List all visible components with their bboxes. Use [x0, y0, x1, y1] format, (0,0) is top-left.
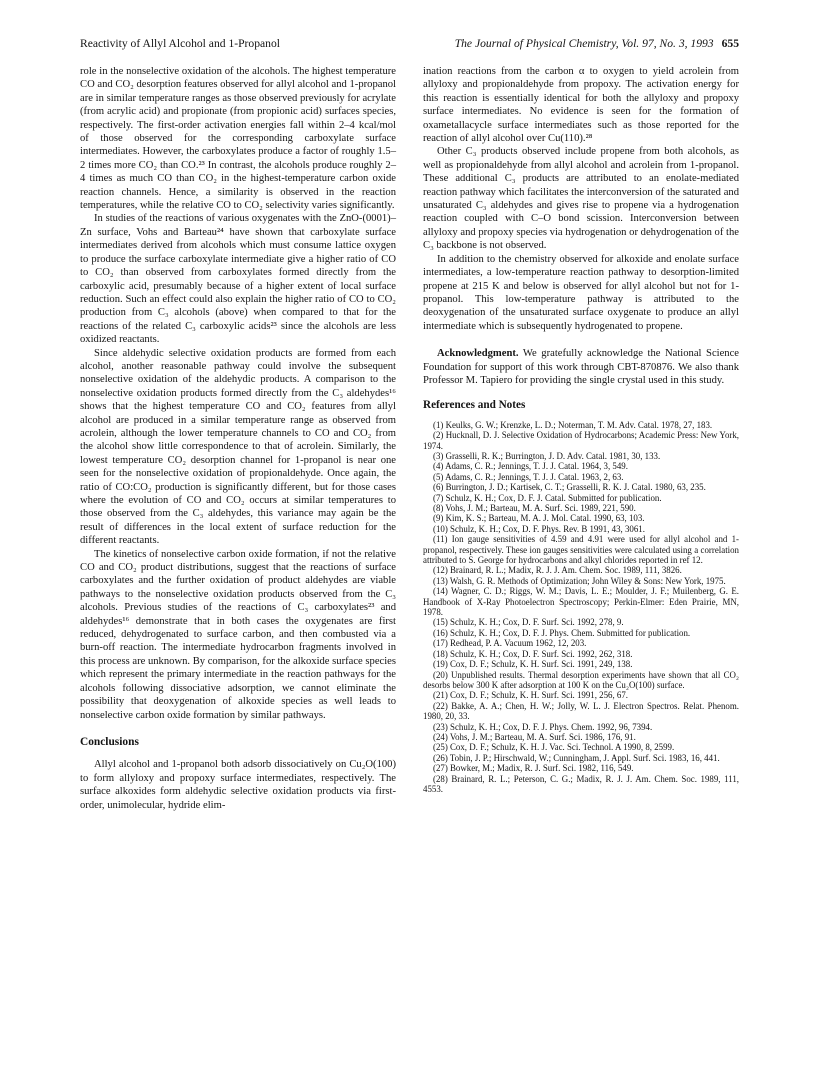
- left-column: [80, 65, 396, 812]
- reference-item: (12) Brainard, R. L.; Madix, R. J. J. Am. Chem. Soc. 1989, 111, 3826.: [433, 565, 682, 576]
- reference-item: (4) Adams, C. R.; Jennings, T. J. J. Catal. 1964, 3, 549.: [433, 461, 628, 472]
- reference-item: (9) Kim, K. S.; Barteau, M. A. J. Mol. Catal. 1990, 63, 103.: [433, 513, 645, 524]
- references-heading: References and Notes: [423, 399, 526, 412]
- right-column: [423, 65, 739, 794]
- reference-item: (18) Schulz, K. H.; Cox, D. F. Surf. Sci. 1992, 262, 318.: [433, 648, 633, 659]
- body-paragraph: role in the nonselective oxidation of the alcohols. The highest temperature CO and CO₂ desorption features observed for allyl alcohol and 1-propanol are in similar temperature ranges as those observed previously for acrylate (from acrylic acid) and propionate (from propionic acid) surfaces species, respectively. The first-order activation energies fall within 2–4 kcal/mol of those observed for the corresponding carboxylate surface intermediates. However, the carboxylates produce a factor of roughly 1.5–2 times more CO₂ than CO.²³ In contrast, the alcohols produce roughly 2–4 times as much CO than CO₂ in the highest-temperature carbon oxide reaction channels. Hence, a similarity is observed in the reaction temperatures, while the relative CO to CO₂ selectivity varies significantly.: [80, 66, 396, 212]
- reference-item: (8) Vohs, J. M.; Barteau, M. A. Surf. Sci. 1989, 221, 590.: [433, 503, 636, 513]
- body-paragraph: The kinetics of nonselective carbon oxide formation, if not the relative CO and CO₂ product distributions, suggest that the reactions of surface carboxylates and the further oxidation of product aldehydes are viable pathways to the nonselective oxidation products observed from the C₃ alcohols. Previous studies of the reactions of C₃ carboxylates²³ and aldehydes¹⁶ demonstrate that in both cases the oxygenates are first reduced, dehydrogenated to surface carbon, and then combusted via a burn-off reaction. The intermediate hydrocarbon fragments involved in this process are unknown. By comparison, for the alkoxide surface species which represent the primary intermediate in the reaction pathways for the alcohols following dissociative adsorption, we cannot eliminate the possibility that deoxygenation of alkoxide species as well leads to nonselective carbon oxide formation by similar pathways.: [80, 548, 396, 721]
- reference-item: (14) Wagner, C. D.; Riggs, W. M.; Davis, L. E.; Moulder, J. F.; Muilenberg, G. E. Handbook of X-Ray Photoelectron Spectroscopy; Perkin-Elmer: Eden Prairie, MN, 1978.: [423, 586, 739, 618]
- reference-item: (15) Schulz, K. H.; Cox, D. F. Surf. Sci. 1992, 278, 9.: [433, 617, 624, 628]
- running-title: Reactivity of Allyl Alcohol and 1-Propanol: [80, 37, 280, 50]
- references-list: [423, 420, 739, 795]
- reference-item: (16) Schulz, K. H.; Cox, D. F. J. Phys. Chem. Submitted for publication.: [433, 627, 691, 638]
- reference-item: (13) Walsh, G. R. Methods of Optimization; John Wiley & Sons: New York, 1975.: [433, 575, 726, 586]
- body-paragraph: Since aldehydic selective oxidation products are formed from each alcohol, another reasonable pathway could involve the subsequent nonselective oxidation of the aldehydic products. A comparison to the nonselective oxidation products formed directly from the C₃ aldehydes¹⁶ shows that the highest temperature CO and CO₂ features from allyl alcohol are produced in a similar temperature range as observed from acrolein, although the lower temperature channels to CO and CO₂ from the alcohol show little correspondence to that of acrolein. Similarly, the lowest temperature CO₂ desorption channel for 1-propanol is near one seen for the nonselective oxidation of propionaldehyde. Once again, the ratio of CO:CO₂ production is significantly different, but for those cases where the evolution of CO and CO₂ occurs at similar temperatures to those observed from the C₃ aldehydes, this variance may again be the result of differences in the local extent of surface reduction for the different reactants.: [80, 347, 396, 547]
- body-paragraph: In addition to the chemistry observed for alkoxide and enolate surface intermediates, a low-temperature reaction pathway to desorption-limited propene at 215 K and below is observed for allyl alcohol but not for 1-propanol. This low-temperature pathway is attributed to the deoxygenation of the unsaturated surface oxygenate to produce an allyl intermediate which is subsequently hydrogenated to propene.: [423, 253, 739, 332]
- running-header: [80, 36, 739, 52]
- reference-item: (26) Tobin, J. P.; Hirschwald, W.; Cunningham, J. Appl. Surf. Sci. 1983, 16, 441.: [433, 752, 720, 763]
- body-paragraph: In studies of the reactions of various oxygenates with the ZnO-(0001)–Zn surface, Vohs and Barteau²⁴ have shown that carboxylate surface intermediates derived from alcohols which must consume lattice oxygen to produce the surface carboxylate intermediate give a higher ratio of CO to CO₂ than observed from carboxylates formed directly from the carboxylic acid, presumably because of a higher extent of local surface reduction. Such an effect could also explain the higher ratio of CO to CO₂ production from C₃ alcohols (above) when compared to that for the reactions of the related C₃ carboxylic acids²³ since the alcohols are less oxidized reactants.: [80, 213, 396, 346]
- reference-item: (24) Vohs, J. M.; Barteau, M. A. Surf. Sci. 1986, 176, 91.: [433, 731, 636, 742]
- reference-item: (5) Adams, C. R.; Jennings, T. J. J. Catal. 1963, 2, 63.: [433, 471, 624, 482]
- page-number: 655: [721, 37, 739, 50]
- reference-item: (25) Cox, D. F.; Schulz, K. H. J. Vac. Sci. Technol. A 1990, 8, 2599.: [433, 742, 675, 753]
- body-paragraph: ination reactions from the carbon α to oxygen to yield acrolein from allyloxy and propionaldehyde from propoxy. The activation energy for this reaction is essentially identical for both the allyloxy and propoxy surface intermediates. No evidence is seen for the formation of oxametallacycle surface intermediates such as those reported for the reaction of allyl alcohol over Cu(110).²⁸: [423, 66, 739, 145]
- reference-item: (19) Cox, D. F.; Schulz, K. H. Surf. Sci. 1991, 249, 138.: [433, 659, 633, 670]
- reference-item: (6) Burrington, J. D.; Kartisek, C. T.; Grasselli, R. K. J. Catal. 1980, 63, 235.: [433, 482, 706, 493]
- reference-item: (23) Schulz, K. H.; Cox, D. F. J. Phys. Chem. 1992, 96, 7394.: [433, 721, 653, 732]
- reference-item: (11) Ion gauge sensitivities of 4.59 and 4.91 were used for allyl alcohol and 1-propanol, respectively. These ion gauges sensitivities were calculated using a correlation attributed to S. George for hydrocarbons and alkyl chlorides reported in ref 12.: [423, 534, 739, 566]
- reference-item: (22) Bakke, A. A.; Chen, H. W.; Jolly, W. L. J. Electron Spectros. Relat. Phenom. 1980, 20, 33.: [423, 700, 739, 722]
- conclusions-paragraph: Allyl alcohol and 1-propanol both adsorb dissociatively on Cu₂O(100) to form allyloxy and propoxy surface intermediates, respectively. The surface alkoxides form aldehydic selective oxidation products via first-order, unimolecular, hydride elim-: [80, 759, 396, 811]
- reference-item: (3) Grasselli, R. K.; Burrington, J. D. Adv. Catal. 1981, 30, 133.: [433, 450, 661, 461]
- reference-item: (17) Redhead, P. A. Vacuum 1962, 12, 203.: [433, 638, 587, 649]
- acknowledgment-label: Acknowledgment.: [437, 348, 519, 360]
- reference-item: (27) Bowker, M.; Madix, R. J. Surf. Sci. 1982, 116, 549.: [433, 763, 634, 774]
- journal-name: The Journal of Physical Chemistry, Vol. 97, No. 3, 1993: [454, 37, 714, 50]
- acknowledgment-paragraph: [423, 347, 739, 387]
- acknowledgment-text: We gratefully acknowledge the National Science Foundation for support of this work through CBT-870876. We also thank Professor M. Tapiero for providing the single crystal used in this study.: [423, 348, 739, 386]
- reference-item: (1) Keulks, G. W.; Krenzke, L. D.; Noterman, T. M. Adv. Catal. 1978, 27, 183.: [433, 419, 713, 430]
- body-paragraph: Other C₃ products observed include propene from both alcohols, as well as propionaldehyde from allyl alcohol and acrolein from 1-propanol. These additional C₃ products are attributed to an enolate-mediated reaction pathway which facilitates the interconversion of the saturated and unsaturated C₃ aldehydes and gives rise to propene via a hydrogenation reaction coupled with C–O bond scission. Interconversion between allyloxy and propoxy species via hydrogenation or dehydrogenation of the C₃ backbone is not observed.: [423, 146, 739, 252]
- journal-citation: [455, 36, 739, 52]
- reference-item: (7) Schulz, K. H.; Cox, D. F. J. Catal. Submitted for publication.: [433, 492, 662, 503]
- reference-item: (10) Schulz, K. H.; Cox, D. F. Phys. Rev. B 1991, 43, 3061.: [433, 523, 645, 534]
- conclusions-heading: Conclusions: [80, 735, 139, 748]
- reference-item: (20) Unpublished results. Thermal desorption experiments have shown that all CO₂ desorbs below 300 K after adsorption at 100 K on the Cu₂O(100) surface.: [423, 669, 739, 690]
- reference-item: (2) Hucknall, D. J. Selective Oxidation of Hydrocarbons; Academic Press: New York, 1974.: [423, 430, 739, 451]
- reference-item: (28) Brainard, R. L.; Peterson, C. G.; Madix, R. J. J. Am. Chem. Soc. 1989, 111, 4553.: [423, 773, 739, 794]
- reference-item: (21) Cox, D. F.; Schulz, K. H. Surf. Sci. 1991, 256, 67.: [433, 690, 629, 701]
